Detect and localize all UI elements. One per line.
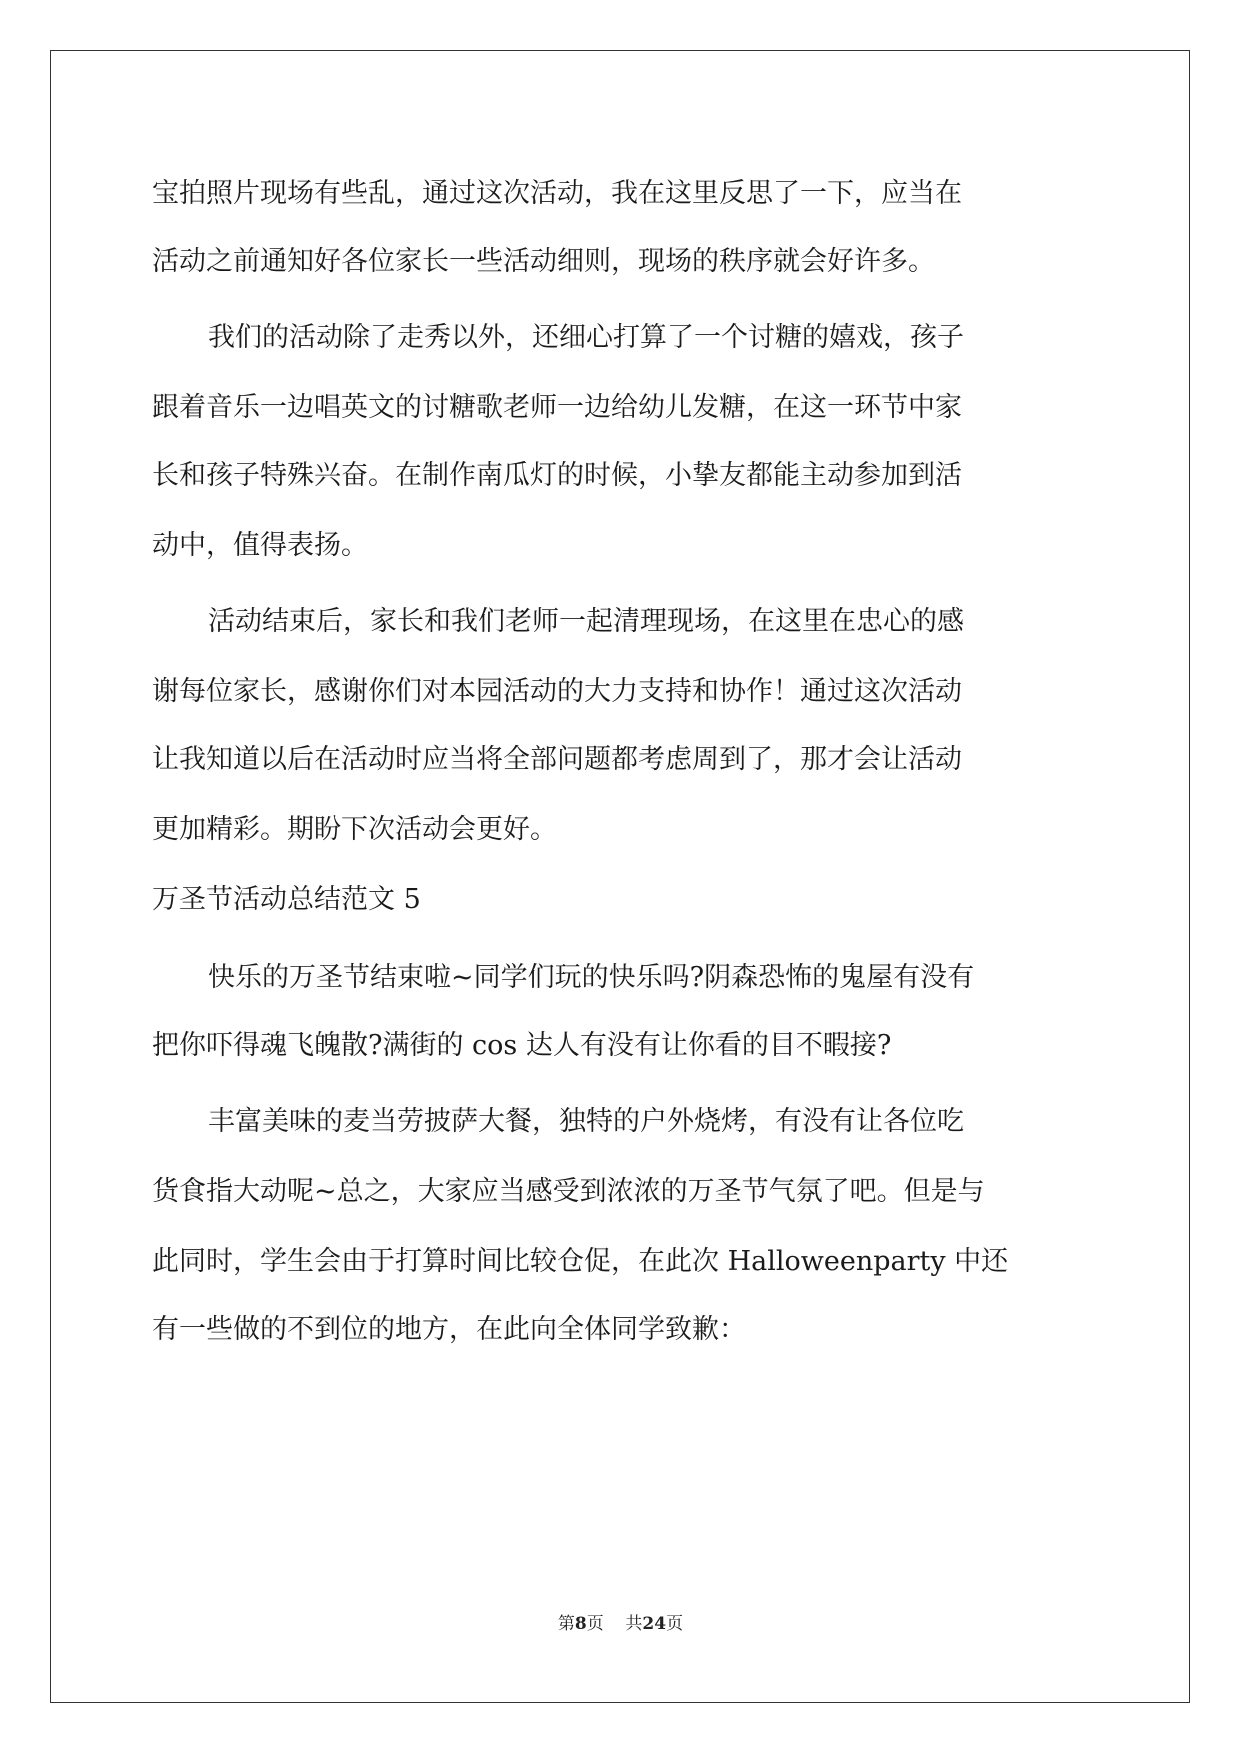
paragraph-first-line: 快乐的万圣节结束啦~同学们玩的快乐吗?阴森恐怖的鬼屋有没有	[208, 962, 975, 993]
paragraph-first-line: 我们的活动除了走秀以外，还细心打算了一个讨糖的嬉戏，孩子	[208, 322, 964, 353]
page-prefix: 第	[557, 1614, 575, 1634]
text-line: 更加精彩。期盼下次活动会更好。	[152, 814, 557, 845]
page-suffix: 页	[586, 1614, 604, 1634]
total-prefix: 共	[625, 1614, 643, 1634]
total-pages: 24	[642, 1614, 667, 1634]
paragraph-first-line: 丰富美味的麦当劳披萨大餐，独特的户外烧烤，有没有让各位吃	[208, 1106, 964, 1137]
text-line: 宝拍照片现场有些乱，通过这次活动，我在这里反思了一下，应当在	[152, 178, 962, 209]
text-line: 有一些做的不到位的地方，在此向全体同学致歉：	[152, 1314, 746, 1345]
text-line: 货食指大动呢~总之，大家应当感受到浓浓的万圣节气氛了吧。但是与	[152, 1176, 985, 1207]
page-number: 8	[574, 1614, 587, 1634]
text-line: 让我知道以后在活动时应当将全部问题都考虑周到了，那才会让活动	[152, 744, 962, 775]
total-suffix: 页	[666, 1614, 684, 1634]
section-heading: 万圣节活动总结范文 5	[152, 884, 421, 915]
text-line: 此同时，学生会由于打算时间比较仓促，在此次 Halloweenparty 中还	[152, 1246, 1009, 1277]
text-line: 长和孩子特殊兴奋。在制作南瓜灯的时候，小挚友都能主动参加到活	[152, 460, 962, 491]
page-border	[50, 50, 1190, 1703]
text-line: 跟着音乐一边唱英文的讨糖歌老师一边给幼儿发糖，在这一环节中家	[152, 392, 962, 423]
text-line: 动中，值得表扬。	[152, 530, 368, 561]
text-line: 活动之前通知好各位家长一些活动细则，现场的秩序就会好许多。	[152, 246, 935, 277]
text-line: 把你吓得魂飞魄散?满街的 cos 达人有没有让你看的目不暇接?	[152, 1030, 892, 1061]
paragraph-first-line: 活动结束后，家长和我们老师一起清理现场，在这里在忠心的感	[208, 606, 964, 637]
text-line: 谢每位家长，感谢你们对本园活动的大力支持和协作！通过这次活动	[152, 676, 962, 707]
page-footer	[0, 1612, 1241, 1636]
